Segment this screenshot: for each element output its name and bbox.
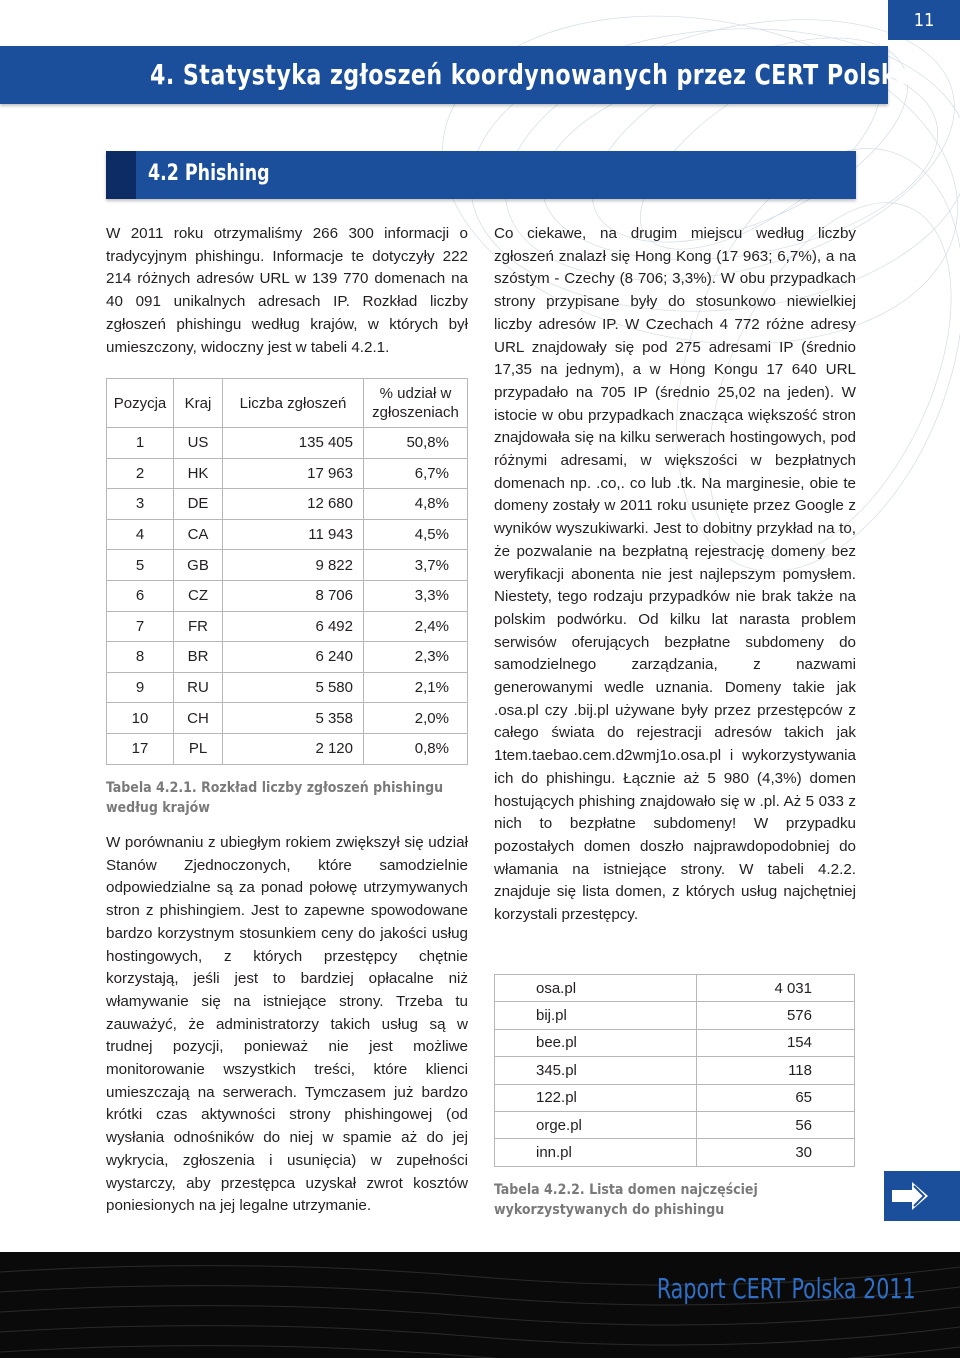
cell-count: 5 580 [223, 672, 364, 703]
cell-country: BR [174, 642, 223, 673]
cell-share: 50,8% [364, 428, 468, 459]
cell-domain-count: 4 031 [697, 975, 855, 1002]
cell-position: 1 [107, 428, 174, 459]
table-row [107, 428, 468, 459]
cell-domain: bij.pl [495, 1002, 697, 1029]
arrow-right-icon [884, 1171, 960, 1221]
cell-position: 4 [107, 519, 174, 550]
cell-share: 2,1% [364, 672, 468, 703]
cell-count: 5 358 [223, 703, 364, 734]
cell-domain-count: 576 [697, 1002, 855, 1029]
cell-domain-count: 154 [697, 1029, 855, 1056]
domain-table [494, 974, 855, 1167]
cell-share: 3,3% [364, 580, 468, 611]
cell-position: 2 [107, 458, 174, 489]
footer-texture [0, 1252, 960, 1358]
right-paragraph: Co ciekawe, na drugim miejscu według liczby zgłoszeń znalazł się Hong Kong (17 963; 6,7%), a na szóstym - Czechy (8 706; 3,3%). W obu przypadkach strony przypisane były do stosunkowo niewielkiej liczby adresów IP. W Czechach 4 772 różne adresy URL znajdowały się pod 275 adresami IP (średnio 17,35 na jednym), a w Hong Kongu 17 640 URL przypadało na 705 IP (średnio 25,02 na jeden). W istocie w obu przypadkach znacząca większość stron znajdowała się na kilku serwerach hostingowych, pod różnymi adresami, w większości w bezpłatnych domenach np. .co,. co lub .tk. Na marginesie, obie te domeny zostały w 2011 roku usunięte przez Google z wyników wyszukiwarki. Jest to dobitny przykład na to, że pozwalanie na bezpłatną rejestrację domeny bez weryfikacji abonenta nie jest najlepszym pomysłem. Niestety, tego rodzaju przypadków nie brak także na polskim podwórku. Od kilku lat narasta problem serwisów oferujących bezpłatne subdomeny do samodzielnego zarządzania, z nazwami generowanymi wedle uznania. Domeny takie jak .osa.pl czy .bij.pl używane były przez przestępców z całego świata do rejestracji adresów takich jak 1tem.taebao.cem.d2wmj1o.osa.pl i wykorzystywania ich do phishingu. Łącznie aż 5 980 (4,3%) domen hostujących phishing znajdowało się w .pl. Aż 5 033 z nich to bezpłatne subdomeny! W przypadku pozostałych domen doszło najprawdopodobniej do włamania na istniejące strony. W tabeli 4.2.2. znajduje się lista domen, z których usług najchętniej korzystali przestępcy. [494, 225, 856, 924]
cell-country: PL [174, 733, 223, 764]
table-row [495, 1111, 855, 1138]
cell-position: 9 [107, 672, 174, 703]
cell-domain: orge.pl [495, 1111, 697, 1138]
body-paragraph: W porównaniu z ubiegłym rokiem zwiększył się udział Stanów Zjednoczonych, które samodzielnie odpowiedzialne są za ponad połowę utrzymywanych stron z phishingiem. Jest to zapewne spowodowane bardzo korzystnym stosunkiem ceny do jakości usług hostingowych, z których przestępcy chętnie korzystają, jeśli jest to bardziej opłacalne niż włamywanie się na istniejące strony. Trzeba tu zauważyć, że administratorzy takich usług są w trudnej pozycji, ponieważ nie jest możliwe monitorowanie wszystkich treści, które klienci umieszczają na serwerach. Tymczasem już bardzo krótki czas aktywności strony phishingowej (od wysłania odnośników do niej w spamie aż do jej wykrycia, zgłoszenia i usunięcia) w zupełności wystarczy, aby przestępca uzyskał zwrot kosztów poniesionych na jej legalne utrzymanie. [106, 834, 468, 1215]
cell-count: 11 943 [223, 519, 364, 550]
cell-share: 2,0% [364, 703, 468, 734]
cell-position: 6 [107, 580, 174, 611]
cell-count: 17 963 [223, 458, 364, 489]
header-country: Kraj [174, 379, 223, 428]
table-row [495, 1084, 855, 1111]
next-page-button[interactable] [884, 1171, 960, 1221]
table-row [107, 733, 468, 764]
table-row [107, 550, 468, 581]
cell-count: 12 680 [223, 489, 364, 520]
cell-domain: 345.pl [495, 1057, 697, 1084]
cell-country: DE [174, 489, 223, 520]
table-row [107, 672, 468, 703]
cell-country: FR [174, 611, 223, 642]
cell-count: 9 822 [223, 550, 364, 581]
header-share: % udział w zgłoszeniach [364, 379, 468, 428]
cell-domain-count: 118 [697, 1057, 855, 1084]
cell-domain-count: 30 [697, 1139, 855, 1166]
cell-country: CH [174, 703, 223, 734]
table-row [107, 489, 468, 520]
table-row [107, 458, 468, 489]
section-header [106, 151, 856, 199]
chapter-header [0, 46, 912, 104]
cell-count: 6 492 [223, 611, 364, 642]
cell-position: 7 [107, 611, 174, 642]
cell-share: 2,3% [364, 642, 468, 673]
table-row [107, 519, 468, 550]
left-column-body [106, 832, 468, 1218]
cell-position: 3 [107, 489, 174, 520]
table-caption-4-2-1: Tabela 4.2.1. Rozkład liczby zgłoszeń phishingu według krajów [106, 780, 444, 816]
cell-country: GB [174, 550, 223, 581]
cell-domain: 122.pl [495, 1084, 697, 1111]
table-header-row [107, 379, 468, 428]
cell-share: 0,8% [364, 733, 468, 764]
cell-count: 6 240 [223, 642, 364, 673]
footer-band [0, 1252, 960, 1358]
table-caption-4-2-2: Tabela 4.2.2. Lista domen najczęściej wykorzystywanych do phishingu [494, 1182, 758, 1218]
footer-logo: Raport CERT Polska 2011 [657, 1272, 916, 1305]
table-row [107, 703, 468, 734]
table-row [107, 642, 468, 673]
intro-paragraph: W 2011 roku otrzymaliśmy 266 300 informacji o tradycyjnym phishingu. Informacje te dotyczyły 222 214 różnych adresów URL w 139 770 domenach na 40 091 unikalnych adresach IP. Rozkład liczby zgłoszeń phishingu według krajów, w których był umieszczony, widoczny jest w tabeli 4.2.1. [106, 225, 468, 356]
table-row [495, 1029, 855, 1056]
cell-domain-count: 65 [697, 1084, 855, 1111]
table-row [107, 611, 468, 642]
cell-share: 6,7% [364, 458, 468, 489]
cell-country: US [174, 428, 223, 459]
cell-domain: inn.pl [495, 1139, 697, 1166]
cell-position: 10 [107, 703, 174, 734]
cell-country: CA [174, 519, 223, 550]
cell-country: RU [174, 672, 223, 703]
cell-domain: osa.pl [495, 975, 697, 1002]
country-table [106, 378, 468, 765]
header-position: Pozycja [107, 379, 174, 428]
cell-position: 17 [107, 733, 174, 764]
section-title: 4.2 Phishing [148, 161, 270, 186]
cell-domain-count: 56 [697, 1111, 855, 1138]
page-number: 11 [888, 0, 960, 40]
cell-position: 8 [107, 642, 174, 673]
left-column-intro [106, 223, 468, 359]
header-count: Liczba zgłoszeń [223, 379, 364, 428]
table-row [495, 1002, 855, 1029]
cell-count: 135 405 [223, 428, 364, 459]
table-row [495, 1057, 855, 1084]
table-row [495, 975, 855, 1002]
cell-count: 8 706 [223, 580, 364, 611]
cell-share: 2,4% [364, 611, 468, 642]
cell-share: 4,5% [364, 519, 468, 550]
cell-position: 5 [107, 550, 174, 581]
cell-count: 2 120 [223, 733, 364, 764]
table-row [495, 1139, 855, 1166]
section-stripe [106, 151, 136, 199]
cell-share: 3,7% [364, 550, 468, 581]
right-column-body [494, 223, 856, 927]
cell-country: HK [174, 458, 223, 489]
cell-country: CZ [174, 580, 223, 611]
cell-share: 4,8% [364, 489, 468, 520]
chapter-title: 4. Statystyka zgłoszeń koordynowanych przez CERT Polska [150, 58, 912, 91]
table-row [107, 580, 468, 611]
cell-domain: bee.pl [495, 1029, 697, 1056]
